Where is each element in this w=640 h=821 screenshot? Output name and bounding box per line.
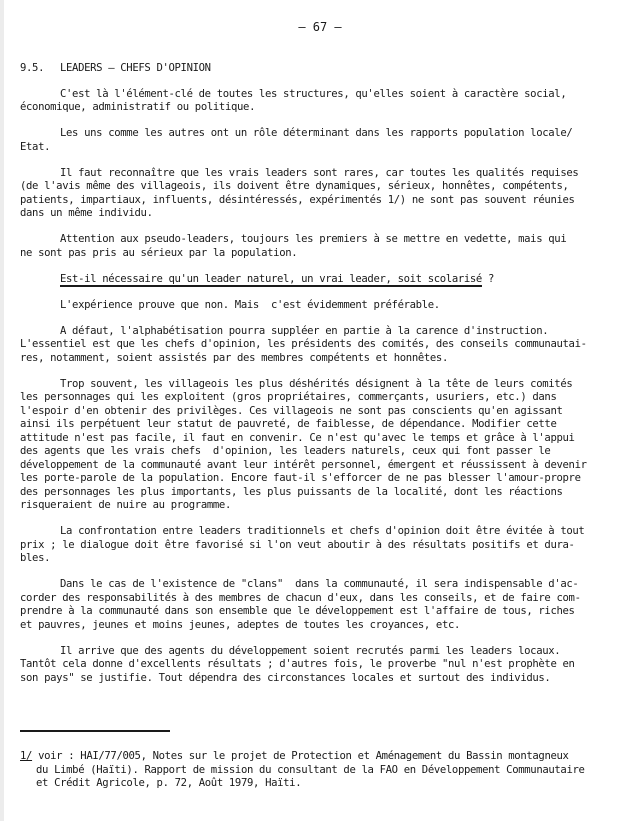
paragraph-line: l'espoir d'en obtenir des privilèges. Ces villageois ne sont pas conscients qu'en agissant — [20, 404, 563, 417]
paragraph-line: Il faut reconnaître que les vrais leaders sont rares, car toutes les qualités requises — [60, 166, 579, 179]
paragraph-line: Dans le cas de l'existence de "clans" dans la communauté, il sera indispensable d'ac- — [60, 578, 579, 590]
paragraph-7 — [20, 325, 620, 366]
paragraph-line: des personnages les plus importants, les plus puissants de la localité, dont les réactions — [20, 485, 563, 498]
section-title: LEADERS – CHEFS D'OPINION — [60, 62, 211, 74]
underlined-question: Est-il nécessaire qu'un leader naturel, un vrai leader, soit scolarisé — [60, 272, 482, 285]
paragraph-1 — [20, 88, 620, 115]
paragraph-line: C'est là l'élément-clé de toutes les structures, qu'elles soient à caractère social, — [60, 87, 567, 100]
paragraph-line: économique, administratif ou politique. — [20, 101, 256, 113]
paragraph-line: (de l'avis même des villageois, ils doivent être dynamiques, sérieux, honnêtes, compétents, — [20, 180, 569, 192]
section-heading — [20, 62, 620, 76]
question-mark: ? — [481, 272, 495, 285]
paragraph-line: prendre à la communauté dans son ensemble que le développement est l'affaire de tous, riches — [20, 605, 575, 617]
paragraph-line: L'expérience prouve que non. Mais c'est évidemment préférable. — [60, 298, 440, 311]
paragraph-line: ne sont pas pris au sérieux par la population. — [20, 246, 298, 259]
footnote-separator — [20, 730, 170, 732]
paragraph-line: les personnages qui les exploitent (gros propriétaires, commerçants, usuriers, etc.) dans — [20, 391, 557, 403]
paragraph-line: dans un même individu. — [20, 207, 153, 219]
question-paragraph — [20, 273, 620, 287]
paragraph-line: prix ; le dialogue doit être favorisé si l'on veut aboutir à des résultats positifs et dura- — [20, 538, 575, 551]
paragraph-4 — [20, 233, 620, 260]
paragraph-line: développement de la communauté avant leur intérêt personnel, émergent et réussissent à devenir — [20, 458, 587, 471]
paragraph-line: L'essentiel est que les chefs d'opinion, les présidents des comités, des conseils communautai- — [20, 338, 587, 350]
footnote-line: et Crédit Agricole, p. 72, Août 1979, Haïti. — [36, 777, 302, 789]
paragraph-line: Les uns comme les autres ont un rôle déterminant dans les rapports population locale/ — [60, 127, 573, 139]
paragraph-9 — [20, 525, 620, 566]
paragraph-line: risqueraient de nuire au programme. — [20, 499, 231, 511]
paragraph-line: les porte-parole de la population. Encore faut-il s'efforcer de ne pas blesser l'amour-propre — [20, 472, 581, 484]
paragraph-line: A défaut, l'alphabétisation pourra suppléer en partie à la carence d'instruction. — [60, 324, 549, 337]
paragraph-11 — [20, 645, 620, 686]
footnote — [20, 750, 630, 791]
scan-edge-shadow — [0, 0, 4, 821]
paragraph-line: corder des responsabilités à des membres de chacun d'eux, dans les conseils, et de faire com- — [20, 591, 581, 604]
paragraph-line: res, notamment, soient assistés par des membres compétents et honnêtes. — [20, 351, 448, 364]
paragraph-line: patients, impartiaux, influents, désintéressés, expérimentés 1/) ne sont pas souvent réunies — [20, 193, 575, 206]
footnote-line: voir : HAI/77/005, Notes sur le projet de Protection et Aménagement du Bassin montagneux — [32, 750, 569, 762]
paragraph-line: Trop souvent, les villageois les plus déshérités désignent à la tête de leurs comités — [60, 377, 573, 390]
paragraph-line: attitude n'est pas facile, il faut en convenir. Ce n'est qu'avec le temps et grâce à l'appui — [20, 431, 575, 444]
footnote-line: du Limbé (Haïti). Rapport de mission du consultant de la FAO en Développement Communautaire — [36, 763, 585, 776]
paragraph-line: La confrontation entre leaders traditionnels et chefs d'opinion doit être évitée à tout — [60, 525, 585, 537]
paragraph-6 — [20, 299, 620, 313]
document-body — [20, 62, 620, 698]
paragraph-8 — [20, 378, 620, 513]
paragraph-line: Il arrive que des agents du développement soient recrutés parmi les leaders locaux. — [60, 644, 561, 657]
paragraph-line: Tantôt cela donne d'excellents résultats ; d'autres fois, le proverbe "nul n'est prophète en — [20, 658, 575, 670]
paragraph-10 — [20, 578, 620, 632]
footnote-marker: 1/ — [20, 750, 33, 762]
paragraph-line: des agents que les vrais chefs d'opinion, les leaders naturels, ceux qui font passer le — [20, 445, 551, 457]
paragraph-line: bles. — [20, 552, 51, 564]
section-number: 9.5. — [20, 62, 45, 74]
paragraph-2 — [20, 127, 620, 154]
paragraph-line: et pauvres, jeunes et moins jeunes, adeptes de toutes les croyances, etc. — [20, 618, 461, 631]
paragraph-line: Attention aux pseudo-leaders, toujours les premiers à se mettre en vedette, mais qui — [60, 233, 567, 245]
page-number: – 67 – — [298, 20, 342, 34]
paragraph-line: son pays" se justifie. Tout dépendra des circonstances locales et surtout des individus. — [20, 671, 551, 684]
paragraph-line: Etat. — [20, 140, 51, 153]
paragraph-3 — [20, 167, 620, 221]
paragraph-line: ainsi ils perpétuent leur statut de pauvreté, de faiblesse, de dépendance. Modifier cette — [20, 418, 557, 430]
